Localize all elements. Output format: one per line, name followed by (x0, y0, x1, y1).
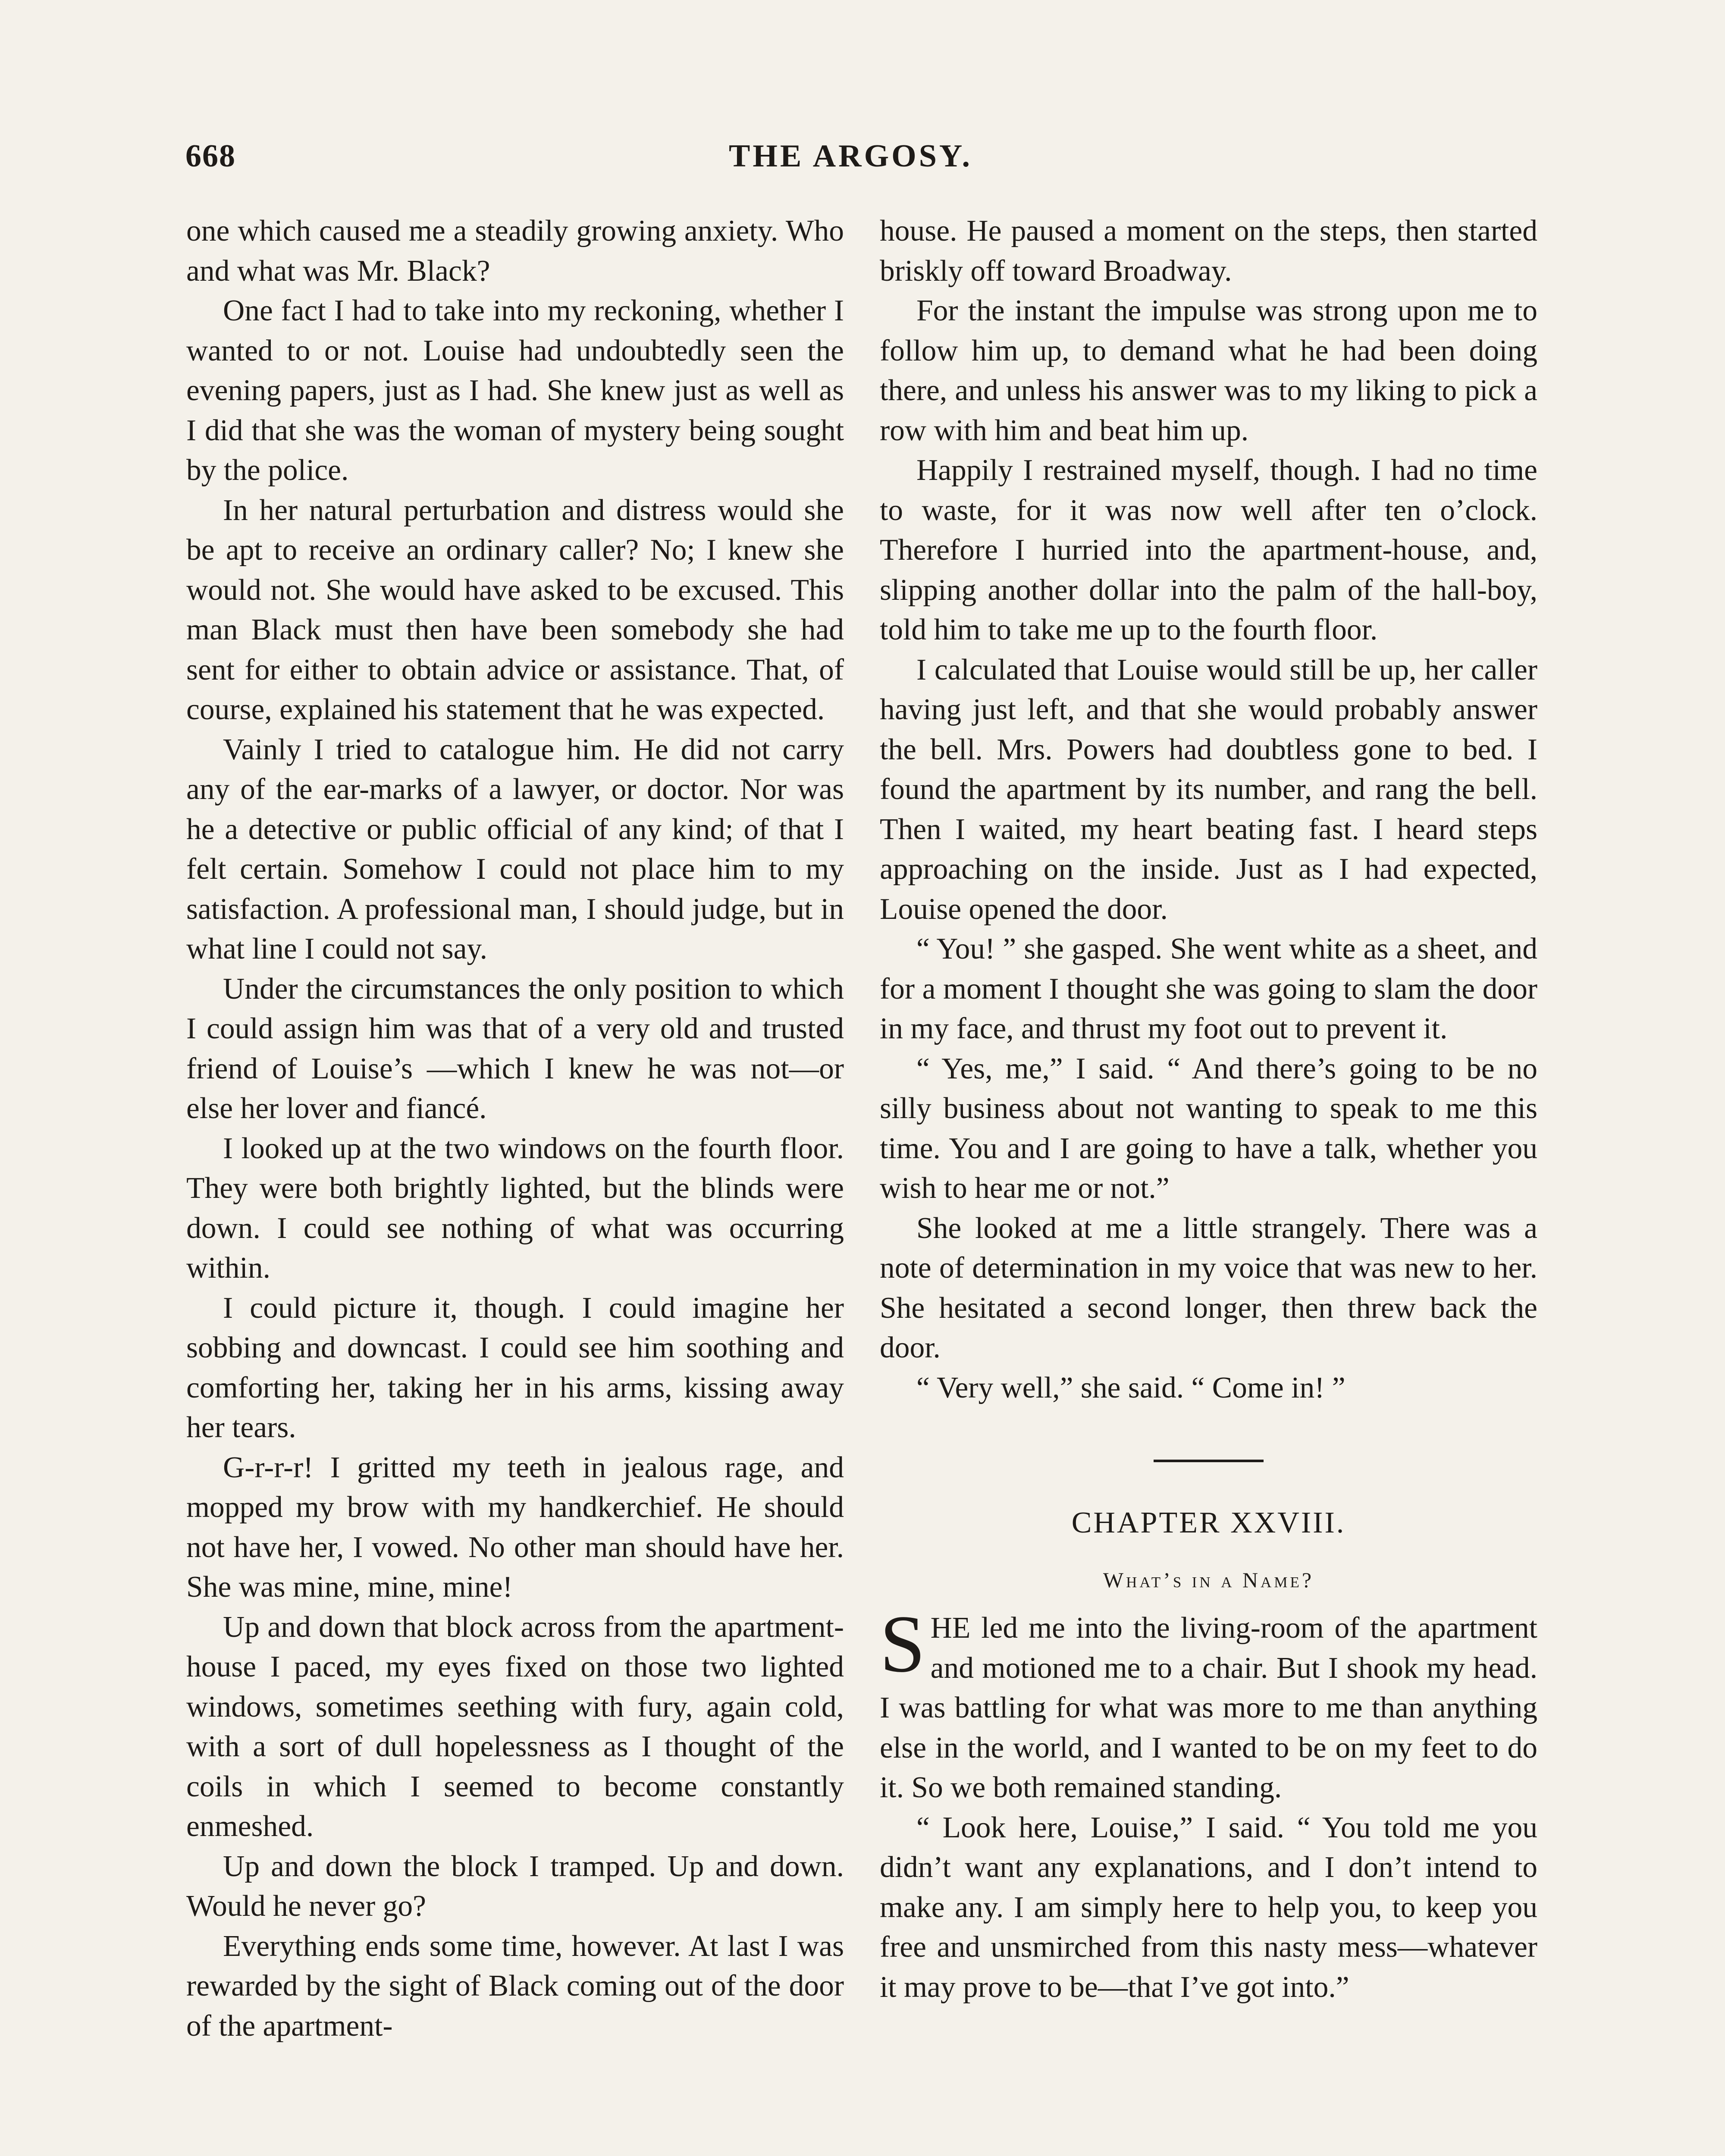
page-number: 668 (185, 138, 236, 174)
right-column (880, 211, 1537, 2007)
paragraph: I could picture it, though. I could imagine her sobbing and downcast. I could see him soothing and comforting her, taking her in his arms, kissing away her tears. (186, 1291, 844, 1444)
paragraph: She looked at me a little strangely. There was a note of determination in my voice that was new to her. She hesitated a second longer, then threw back the door. (880, 1211, 1537, 1364)
drop-cap: S (880, 1599, 925, 1689)
paragraph: G-r-r-r! I gritted my teeth in jealous rage, and mopped my brow with my handkerchief. He should not have her, I vowed. No other man should have her. She was mine, mine, mine! (186, 1451, 844, 1604)
paragraph: “ Yes, me,” I said. “ And there’s going to be no silly business about not wanting to speak to me this time. You and I are going to have a talk, whether you wish to hear me or not.” (880, 1052, 1537, 1205)
paragraph: Everything ends some time, however. At last I was rewarded by the sight of Black coming out of the door of the apartment- (186, 1929, 844, 2043)
paragraph: “ Very well,” she said. “ Come in! ” (916, 1371, 1346, 1404)
paragraph: Up and down the block I tramped. Up and down. Would he never go? (186, 1849, 844, 1923)
paragraph: one which caused me a steadily growing anxiety. Who and what was Mr. Black? (186, 214, 844, 288)
paragraph: Under the circumstances the only position to which I could assign him was that of a very old and trusted friend of Louise’s —which I knew he was not—or else her lover and fiancé. (186, 972, 844, 1125)
opening-text: HE led me into the living-room of the apartment and motioned me to a chair. But I shook my head. I was battling for what was more to me than anything else in the world, and I wanted to be on my feet to do it. So we both remained standing. (880, 1611, 1537, 1804)
paragraph: house. He paused a moment on the steps, then started briskly off toward Broadway. (880, 214, 1537, 288)
paragraph: I calculated that Louise would still be up, her caller having just left, and that she would probably answer the bell. Mrs. Powers had doubtless gone to bed. I found the apartment by its number, and rang the bell. Then I waited, my heart beating fast. I heard steps approaching on the inside. Just as I had expected, Louise opened the door. (880, 653, 1537, 926)
paragraph: Vainly I tried to catalogue him. He did not carry any of the ear-marks of a lawyer, or doctor. Nor was he a detective or public official of any kind; of that I felt certain. Somehow I could not place him to my satisfaction. A professional man, I should judge, but in what line I could not say. (186, 733, 844, 965)
paragraph: Up and down that block across from the apartment-house I paced, my eyes fixed on those two lighted windows, sometimes seething with fury, again cold, with a sort of dull hopelessness as I thought of the coils in which I seemed to become constantly enmeshed. (186, 1610, 844, 1843)
running-head: THE ARGOSY. (729, 138, 972, 174)
paragraph: One fact I had to take into my reckoning, whether I wanted to or not. Louise had undoubtedly seen the evening papers, just as I had. She knew just as well as I did that she was the woman of mystery being sought by the police. (186, 294, 844, 487)
paragraph: “ You! ” she gasped. She went white as a sheet, and for a moment I thought she was going to slam the door in my face, and thrust my foot out to prevent it. (880, 932, 1537, 1045)
chapter-subtitle: What’s in a Name? (1103, 1568, 1314, 1592)
paragraph: In her natural perturbation and distress would she be apt to receive an ordinary caller? No; I knew she would not. She would have asked to be excused. This man Black must then have been somebody she had sent for either to obtain advice or assistance. That, of course, explained his statement that he was expected. (186, 493, 844, 726)
paragraph: I looked up at the two windows on the fourth floor. They were both brightly lighted, but the blinds were down. I could see nothing of what was occurring within. (186, 1131, 844, 1285)
paragraph: Happily I restrained myself, though. I had no time to waste, for it was now well after ten o’clock. Therefore I hurried into the apartment-house, and, slipping another dollar into the palm of the hall-boy, told him to take me up to the fourth floor. (880, 454, 1537, 646)
paragraph: For the instant the impulse was strong upon me to follow him up, to demand what he had been doing there, and unless his answer was to my liking to pick a row with him and beat him up. (880, 294, 1537, 447)
left-column (186, 211, 844, 2046)
chapter-heading: CHAPTER XXVIII. (1071, 1506, 1346, 1539)
chapter-opening-paragraph (880, 1599, 1537, 1808)
paragraph: “ Look here, Louise,” I said. “ You told me you didn’t want any explanations, and I don’t intend to make any. I am simply here to help you, to keep you free and unsmirched from this nasty mess—whatever it may prove to be—that I’ve got into.” (880, 1811, 1537, 2004)
section-divider (1154, 1460, 1264, 1462)
